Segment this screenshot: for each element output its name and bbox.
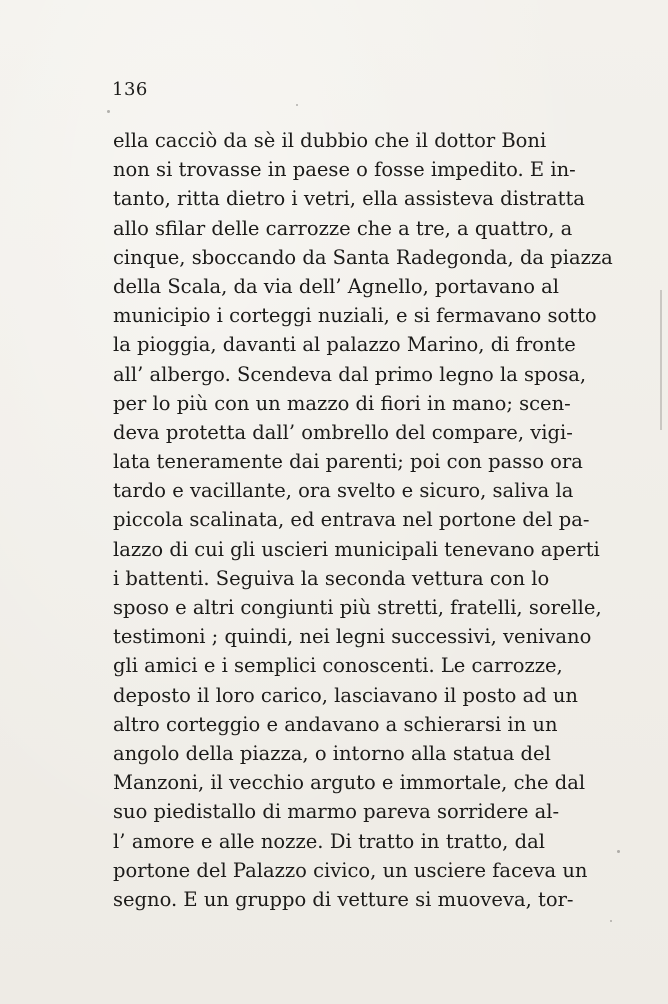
text-line: i battenti. Seguiva la seconda vettura con lo bbox=[113, 566, 550, 590]
body-text bbox=[113, 126, 613, 914]
text-line: lazzo di cui gli uscieri municipali tenevano aperti bbox=[113, 537, 600, 561]
text-line: lata teneramente dai parenti; poi con passo ora bbox=[113, 450, 583, 474]
text-line: non si trovasse in paese o fosse impedito. E in- bbox=[113, 158, 576, 182]
text-line: segno. E un gruppo di vetture si muoveva, tor- bbox=[113, 887, 574, 911]
text-line: allo sfilar delle carrozze che a tre, a quattro, a bbox=[113, 216, 573, 240]
text-line: tanto, ritta dietro i vetri, ella assisteva distratta bbox=[113, 187, 585, 211]
text-line: per lo più con un mazzo di fiori in mano; scen- bbox=[113, 391, 571, 415]
text-line: tardo e vacillante, ora svelto e sicuro, saliva la bbox=[113, 479, 574, 503]
text-line: suo piedistallo di marmo pareva sorridere al- bbox=[113, 800, 560, 824]
text-line: Manzoni, il vecchio arguto e immortale, che dal bbox=[113, 771, 586, 795]
text-line: testimoni ; quindi, nei legni successivi, venivano bbox=[113, 625, 592, 649]
text-line: municipio i corteggi nuziali, e si fermavano sotto bbox=[113, 304, 597, 328]
text-line: cinque, sboccando da Santa Radegonda, da piazza bbox=[113, 245, 613, 269]
scan-speck bbox=[610, 920, 612, 922]
scan-edge-mark bbox=[660, 290, 662, 430]
text-line: portone del Palazzo civico, un usciere faceva un bbox=[113, 858, 588, 882]
text-line: gli amici e i semplici conoscenti. Le carrozze, bbox=[113, 654, 563, 678]
text-line: angolo della piazza, o intorno alla statua del bbox=[113, 741, 551, 765]
page-number: 136 bbox=[112, 79, 148, 100]
text-line: piccola scalinata, ed entrava nel portone del pa- bbox=[113, 508, 590, 532]
text-line: la pioggia, davanti al palazzo Marino, di fronte bbox=[113, 333, 576, 357]
text-line: l’ amore e alle nozze. Di tratto in tratto, dal bbox=[113, 829, 545, 853]
text-line: all’ albergo. Scendeva dal primo legno la sposa, bbox=[113, 362, 587, 386]
text-line: sposo e altri congiunti più stretti, fratelli, sorelle, bbox=[113, 596, 602, 619]
text-line: deposto il loro carico, lasciavano il posto ad un bbox=[113, 683, 578, 707]
text-line: della Scala, da via dell’ Agnello, portavano al bbox=[113, 274, 560, 298]
text-line: ella cacciò da sè il dubbio che il dottor Boni bbox=[113, 129, 547, 152]
text-line: deva protetta dall’ ombrello del compare, vigi- bbox=[113, 420, 573, 444]
scan-speck bbox=[296, 104, 298, 106]
text-line: altro corteggio e andavano a schierarsi in un bbox=[113, 712, 558, 736]
scan-speck bbox=[107, 110, 110, 113]
scan-speck bbox=[617, 850, 620, 853]
